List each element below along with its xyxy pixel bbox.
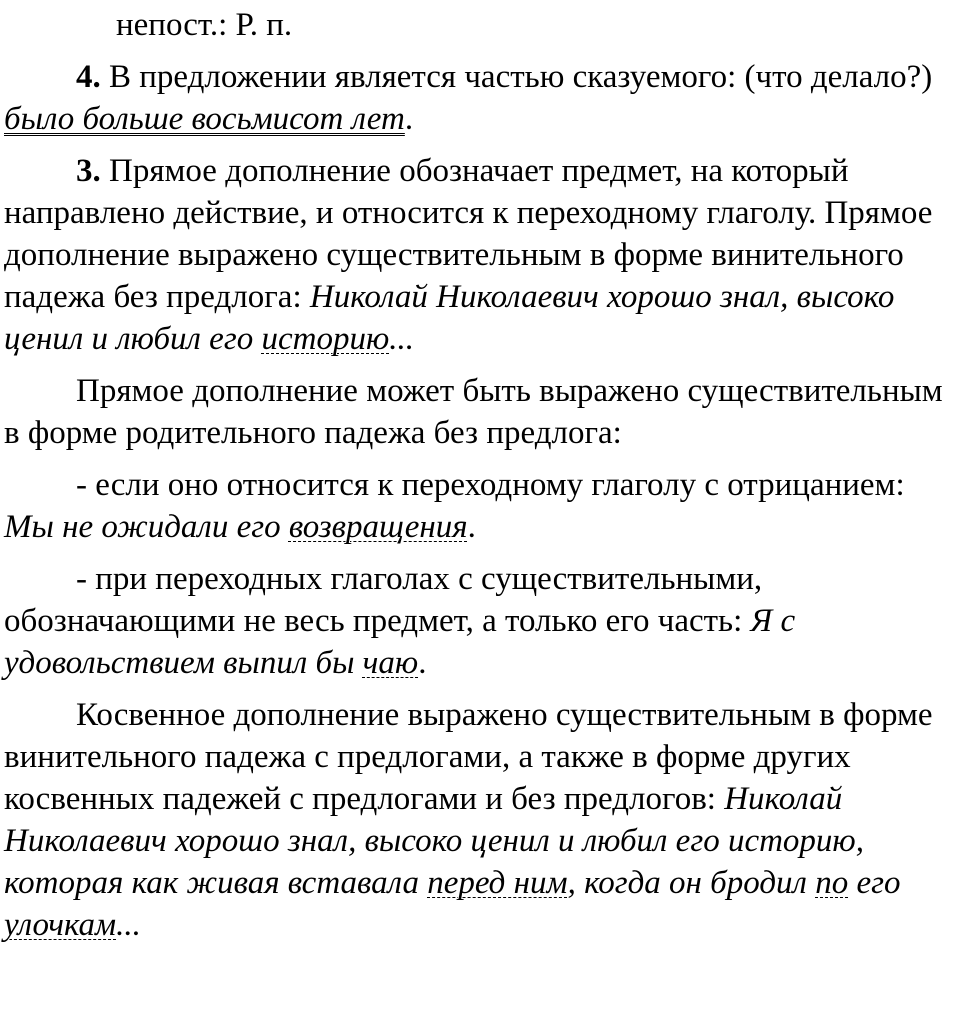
direct-object-word: историю bbox=[261, 321, 390, 357]
example-end: . bbox=[418, 645, 427, 681]
direct-object-word: чаю bbox=[362, 645, 419, 681]
paragraph-partitive-text: - при переходных глаголах с существительными, обозначающими не весь предмет, а только его часть: bbox=[4, 561, 763, 639]
fragment-text: непост.: Р. п. bbox=[116, 7, 293, 43]
paragraph-4-end: . bbox=[404, 101, 414, 137]
example-end: . bbox=[467, 509, 476, 545]
paragraph-negation-text: - если оно относится к переходному глаголу с отрицанием: bbox=[76, 467, 905, 503]
example-text: Мы не ожидали его bbox=[4, 509, 289, 545]
fragment-line bbox=[4, 4, 956, 46]
paragraph-3 bbox=[4, 150, 956, 360]
indirect-object-phrase: перед ним bbox=[427, 865, 568, 901]
example-text: , когда он бродил bbox=[567, 865, 816, 901]
paragraph-genitive bbox=[4, 370, 956, 454]
direct-object-word: возвращения bbox=[288, 509, 468, 545]
item-number-4: 4. bbox=[76, 59, 101, 95]
example-negation bbox=[4, 509, 468, 545]
paragraph-3-text: Прямое дополнение обозначает предмет, на который направлено действие, и относится к переходному глаголу. Прямое дополнение выражено существительным в форме винительного падежа без предлога: bbox=[4, 153, 933, 315]
paragraph-genitive-text: Прямое дополнение может быть выражено существительным в форме родительного падежа без предлога: bbox=[4, 373, 943, 451]
paragraph-negation bbox=[4, 464, 956, 548]
textbook-page bbox=[0, 4, 960, 946]
example-text: Николай Николаевич хорошо знал, высоко ценил и любил его bbox=[4, 279, 895, 357]
paragraph-indirect bbox=[4, 694, 956, 946]
predicate-example: было больше восьмисот лет bbox=[4, 101, 405, 137]
example-text: Николай Николаевич хорошо знал, высоко ценил и любил его историю, которая как живая вставала bbox=[4, 781, 864, 901]
example-text: его bbox=[848, 865, 901, 901]
example-ellipsis: ... bbox=[116, 907, 141, 943]
paragraph-4 bbox=[4, 56, 956, 140]
example-text: Я с удовольствием выпил бы bbox=[4, 603, 796, 681]
paragraph-partitive bbox=[4, 558, 956, 684]
example-ellipsis: ... bbox=[389, 321, 414, 357]
paragraph-4-text: В предложении является частью сказуемого: (что делало?) bbox=[100, 59, 933, 95]
indirect-object-preposition: по bbox=[815, 865, 849, 901]
indirect-object-word: улочкам bbox=[4, 907, 117, 943]
paragraph-indirect-text: Косвенное дополнение выражено существительным в форме винительного падежа с предлогами, а также в форме других косвенных падежей с предлогами и без предлогов: bbox=[4, 697, 933, 817]
item-number-3: 3. bbox=[76, 153, 101, 189]
